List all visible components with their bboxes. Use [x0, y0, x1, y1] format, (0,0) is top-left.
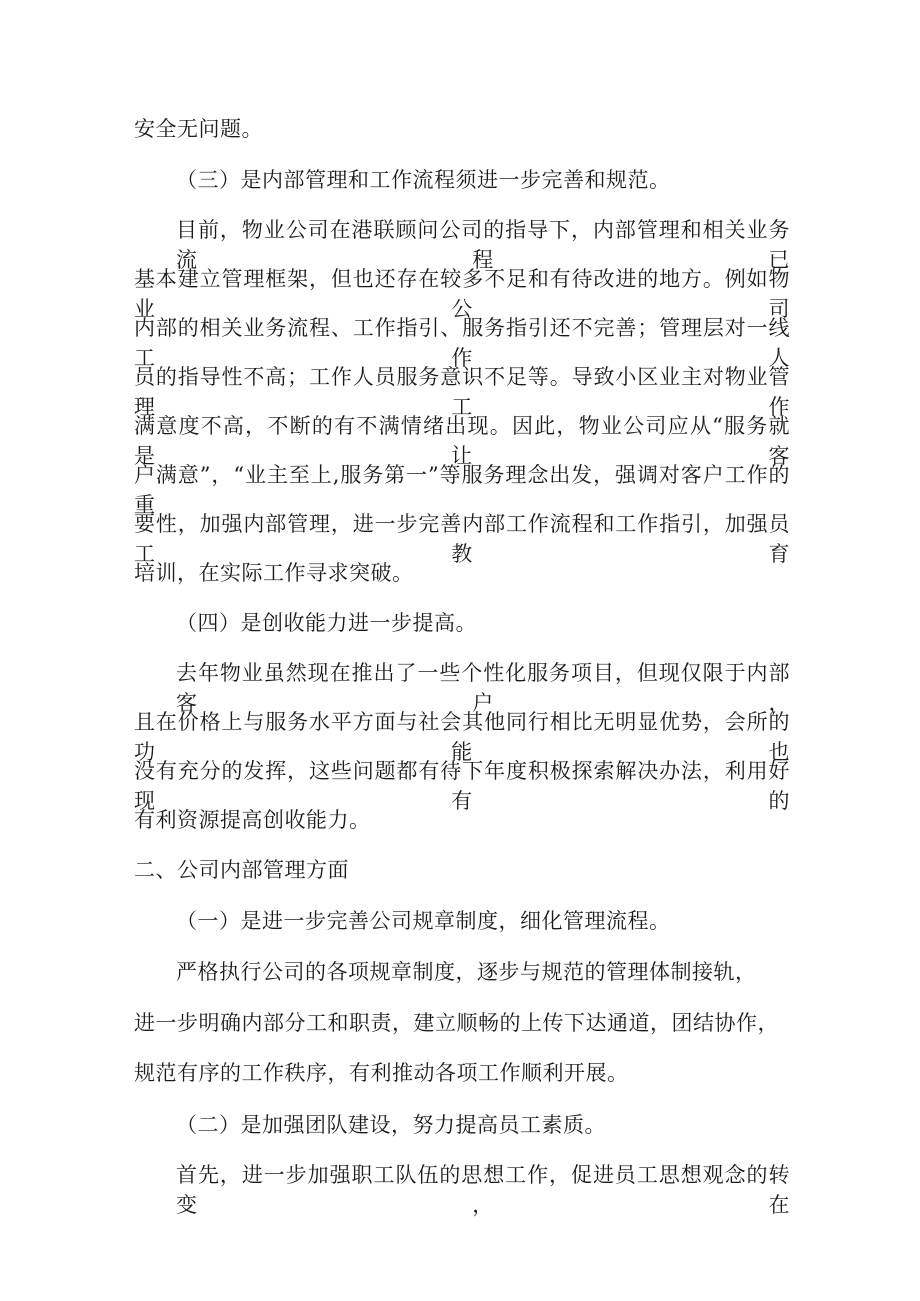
paragraph-line-22: 首先，进一步加强职工队伍的思想工作，促进员工思想观念的转变，在	[176, 1163, 790, 1217]
paragraph-line-20: 规范有序的工作秩序，有利推动各项工作顺利开展。	[134, 1061, 629, 1085]
paragraph-line-12: 去年物业虽然现在推出了一些个性化服务项目，但现仅限于内部客户，	[176, 661, 790, 715]
paragraph-line-10: 培训，在实际工作寻求突破。	[134, 561, 414, 585]
section-heading-2: （二）是加强团队建设，努力提高员工素质。	[176, 1113, 606, 1137]
paragraph-line-8: 户满意”，“业主至上,服务第一”等服务理念出发，强调对客户工作的重	[134, 463, 790, 517]
paragraph-line-1: 安全无问题。	[134, 117, 263, 141]
paragraph-line-9: 要性，加强内部管理，进一步完善内部工作流程和工作指引，加强员工教育	[134, 512, 790, 566]
paragraph-line-15: 有利资源提高创收能力。	[134, 808, 371, 832]
chapter-heading-2: 二、公司内部管理方面	[134, 858, 349, 882]
paragraph-line-13: 且在价格上与服务水平方面与社会其他同行相比无明显优势，会所的功能也	[134, 710, 790, 764]
paragraph-line-3: 目前，物业公司在港联顾问公司的指导下，内部管理和相关业务流程已	[176, 218, 790, 272]
paragraph-line-5: 内部的相关业务流程、工作指引、服务指引还不完善；管理层对一线工作人	[134, 316, 790, 370]
paragraph-line-18: 严格执行公司的各项规章制度，逐步与规范的管理体制接轨，	[176, 960, 757, 984]
section-heading-4: （四）是创收能力进一步提高。	[176, 611, 477, 635]
paragraph-line-6: 员的指导性不高；工作人员服务意识不足等。导致小区业主对物业管理工作	[134, 365, 790, 419]
paragraph-line-19: 进一步明确内部分工和职责，建立顺畅的上传下达通道，团结协作，	[134, 1011, 779, 1035]
section-heading-3: （三）是内部管理和工作流程须进一步完善和规范。	[176, 168, 671, 192]
paragraph-line-7: 满意度不高，不断的有不满情绪出现。因此，物业公司应从“服务就是让客	[134, 414, 790, 468]
section-heading-1: （一）是进一步完善公司规章制度，细化管理流程。	[176, 909, 671, 933]
paragraph-line-4: 基本建立管理框架，但也还存在较多不足和有待改进的地方。例如物业公司	[134, 267, 790, 321]
paragraph-line-14: 没有充分的发挥，这些问题都有待下年度积极探索解决办法，利用好现有的	[134, 759, 790, 813]
